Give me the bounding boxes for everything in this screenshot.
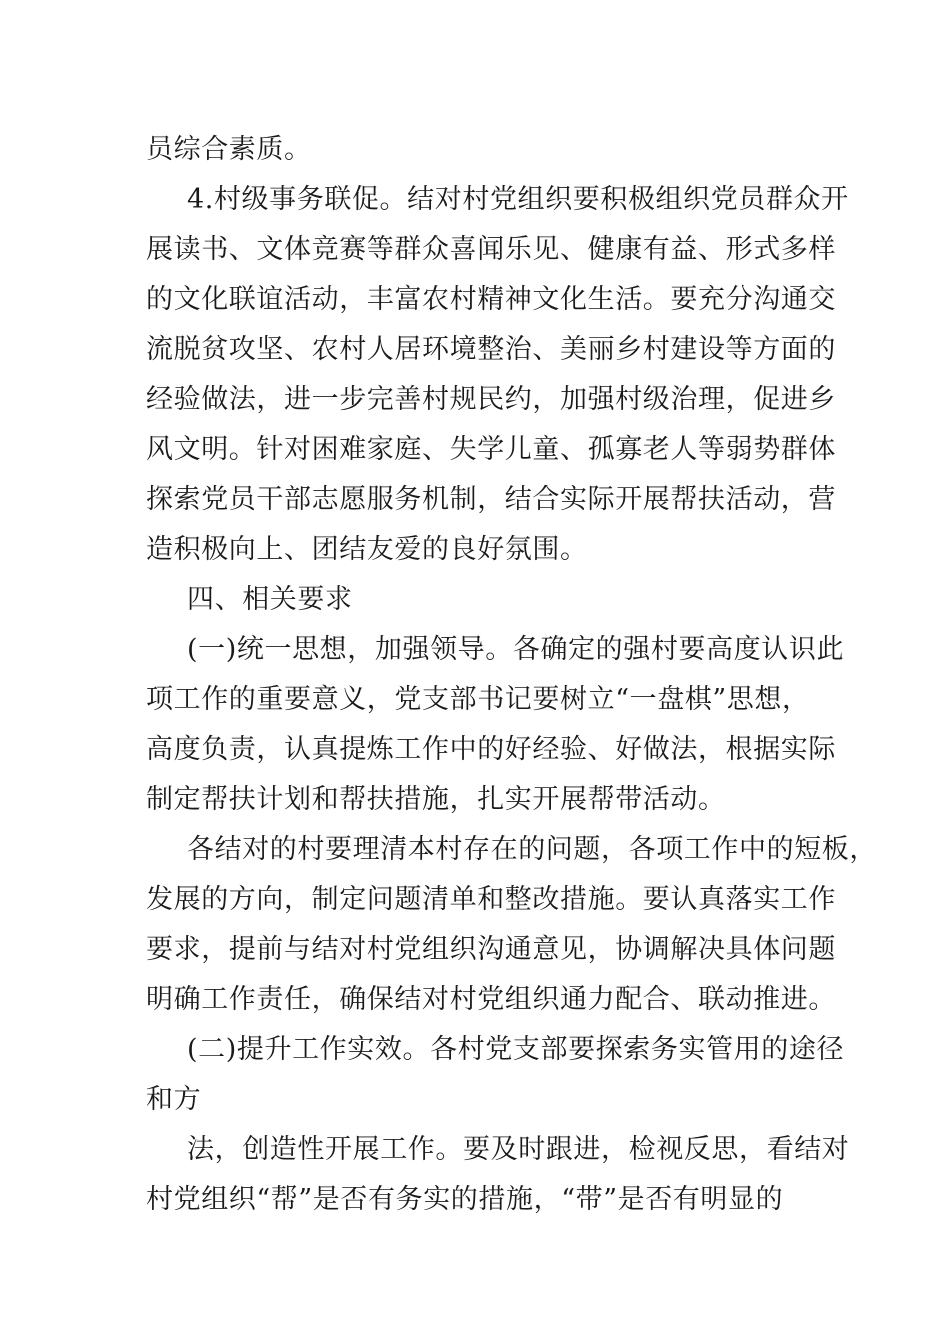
text-line: 高度负责，认真提炼工作中的好经验、好做法，根据实际 [146,734,836,765]
text-line: 各结对的村要理清本村存在的问题，各项工作中的短板， [187,834,877,865]
text-line: (一)统一思想，加强领导。各确定的强村要高度认识此 [187,634,845,665]
text-line: 项工作的重要意义，党支部书记要树立“一盘棋”思想， [146,684,810,715]
text-line: 村党组织“帮”是否有务实的措施，“带”是否有明显的 [146,1184,784,1215]
text-line: 4.村级事务联促。结对村党组织要积极组织党员群众开 [187,184,849,215]
text-line: 制定帮扶计划和帮扶措施，扎实开展帮带活动。 [146,784,726,815]
text-line: 风文明。针对困难家庭、失学儿童、孤寡老人等弱势群体 [146,434,836,465]
text-line: 造积极向上、团结友爱的良好氛围。 [146,534,588,565]
text-line: 的文化联谊活动，丰富农村精神文化生活。要充分沟通交 [146,284,836,315]
text-line: 明确工作责任，确保结对村党组织通力配合、联动推进。 [146,984,836,1015]
text-line: 展读书、文体竞赛等群众喜闻乐见、健康有益、形式多样 [146,234,836,265]
text-line: 发展的方向，制定问题清单和整改措施。要认真落实工作 [146,884,836,915]
text-line: 流脱贫攻坚、农村人居环境整治、美丽乡村建设等方面的 [146,334,836,365]
text-line: 法，创造性开展工作。要及时跟进，检视反思，看结对 [187,1134,850,1165]
text-line: 和方 [146,1084,202,1115]
text-line: 员综合素质。 [146,134,312,165]
text-line: 经验做法，进一步完善村规民约，加强村级治理，促进乡 [146,384,836,415]
text-line: (二)提升工作实效。各村党支部要探索务实管用的途径 [187,1034,845,1065]
text-line: 探索党员干部志愿服务机制，结合实际开展帮扶活动，营 [146,484,836,515]
text-line: 要求，提前与结对村党组织沟通意见，协调解决具体问题 [146,934,836,965]
section-heading: 四、相关要求 [187,584,353,615]
